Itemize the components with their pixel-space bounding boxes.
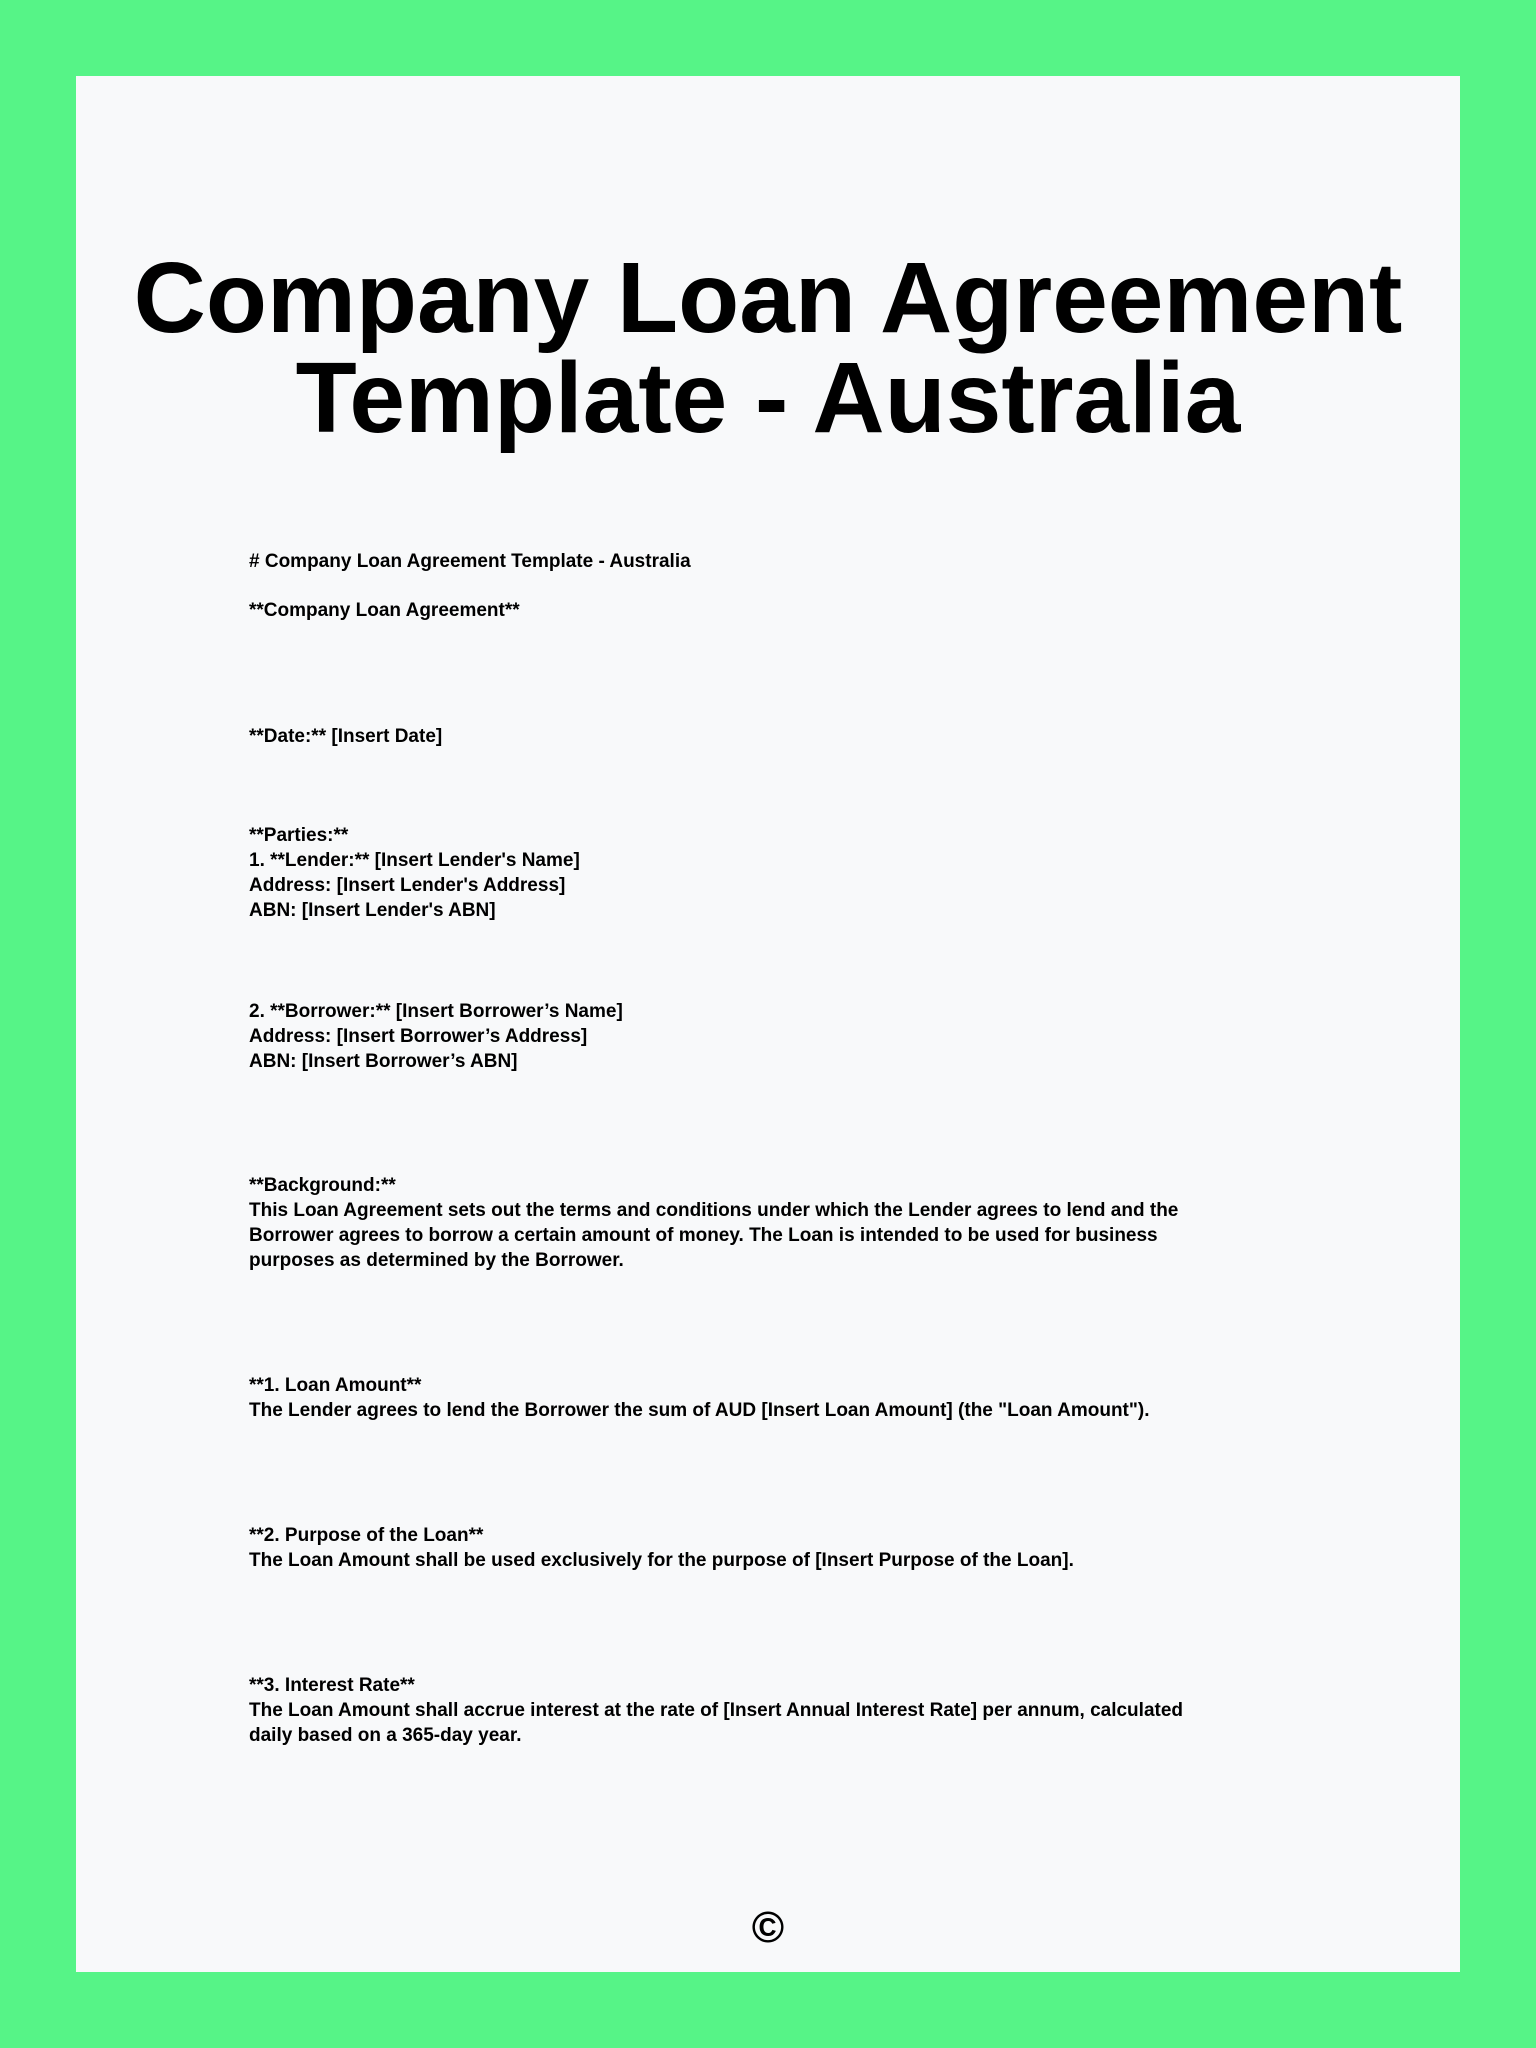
interest-line: The Loan Amount shall accrue interest at the rate of [Insert Annual Interest Rate] per annum, calculated [249, 1700, 1184, 1721]
interest-section [249, 1673, 1279, 1748]
parties-section [249, 823, 1279, 923]
purpose-heading: **2. Purpose of the Loan** [249, 1525, 484, 1546]
interest-line: daily based on a 365-day year. [249, 1725, 522, 1746]
background-line: This Loan Agreement sets out the terms and conditions under which the Lender agrees to lend and the [249, 1200, 1179, 1221]
background-line: purposes as determined by the Borrower. [249, 1250, 624, 1271]
background-section [249, 1173, 1279, 1273]
borrower-name: 2. **Borrower:** [Insert Borrower’s Name] [249, 1001, 623, 1022]
document-subheading [249, 598, 1279, 623]
date-text: **Date:** [Insert Date] [249, 726, 443, 747]
loan-amount-text: The Lender agrees to lend the Borrower the sum of AUD [Insert Loan Amount] (the "Loan Amount"). [249, 1400, 1150, 1421]
lender-name: 1. **Lender:** [Insert Lender's Name] [249, 850, 580, 871]
title-line-1: Company Loan Agreement [133, 242, 1403, 354]
heading-text: # Company Loan Agreement Template - Australia [249, 551, 691, 572]
copyright-icon: © [751, 1903, 785, 1952]
borrower-abn: ABN: [Insert Borrower’s ABN] [249, 1051, 518, 1072]
date-section [249, 724, 1279, 749]
title-line-2: Template - Australia [295, 342, 1241, 454]
background-line: Borrower agrees to borrow a certain amount of money. The Loan is intended to be used for business [249, 1225, 1158, 1246]
parties-heading: **Parties:** [249, 825, 349, 846]
loan-amount-heading: **1. Loan Amount** [249, 1375, 422, 1396]
page-title [0, 242, 1536, 454]
purpose-text: The Loan Amount shall be used exclusively for the purpose of [Insert Purpose of the Loan]. [249, 1550, 1074, 1571]
borrower-section [249, 999, 1279, 1074]
interest-heading: **3. Interest Rate** [249, 1675, 415, 1696]
subheading-text: **Company Loan Agreement** [249, 600, 520, 621]
document-heading [249, 549, 1279, 574]
background-heading: **Background:** [249, 1175, 396, 1196]
purpose-section [249, 1523, 1279, 1573]
loan-amount-section [249, 1373, 1279, 1423]
lender-abn: ABN: [Insert Lender's ABN] [249, 900, 496, 921]
lender-address: Address: [Insert Lender's Address] [249, 875, 566, 896]
borrower-address: Address: [Insert Borrower’s Address] [249, 1026, 588, 1047]
